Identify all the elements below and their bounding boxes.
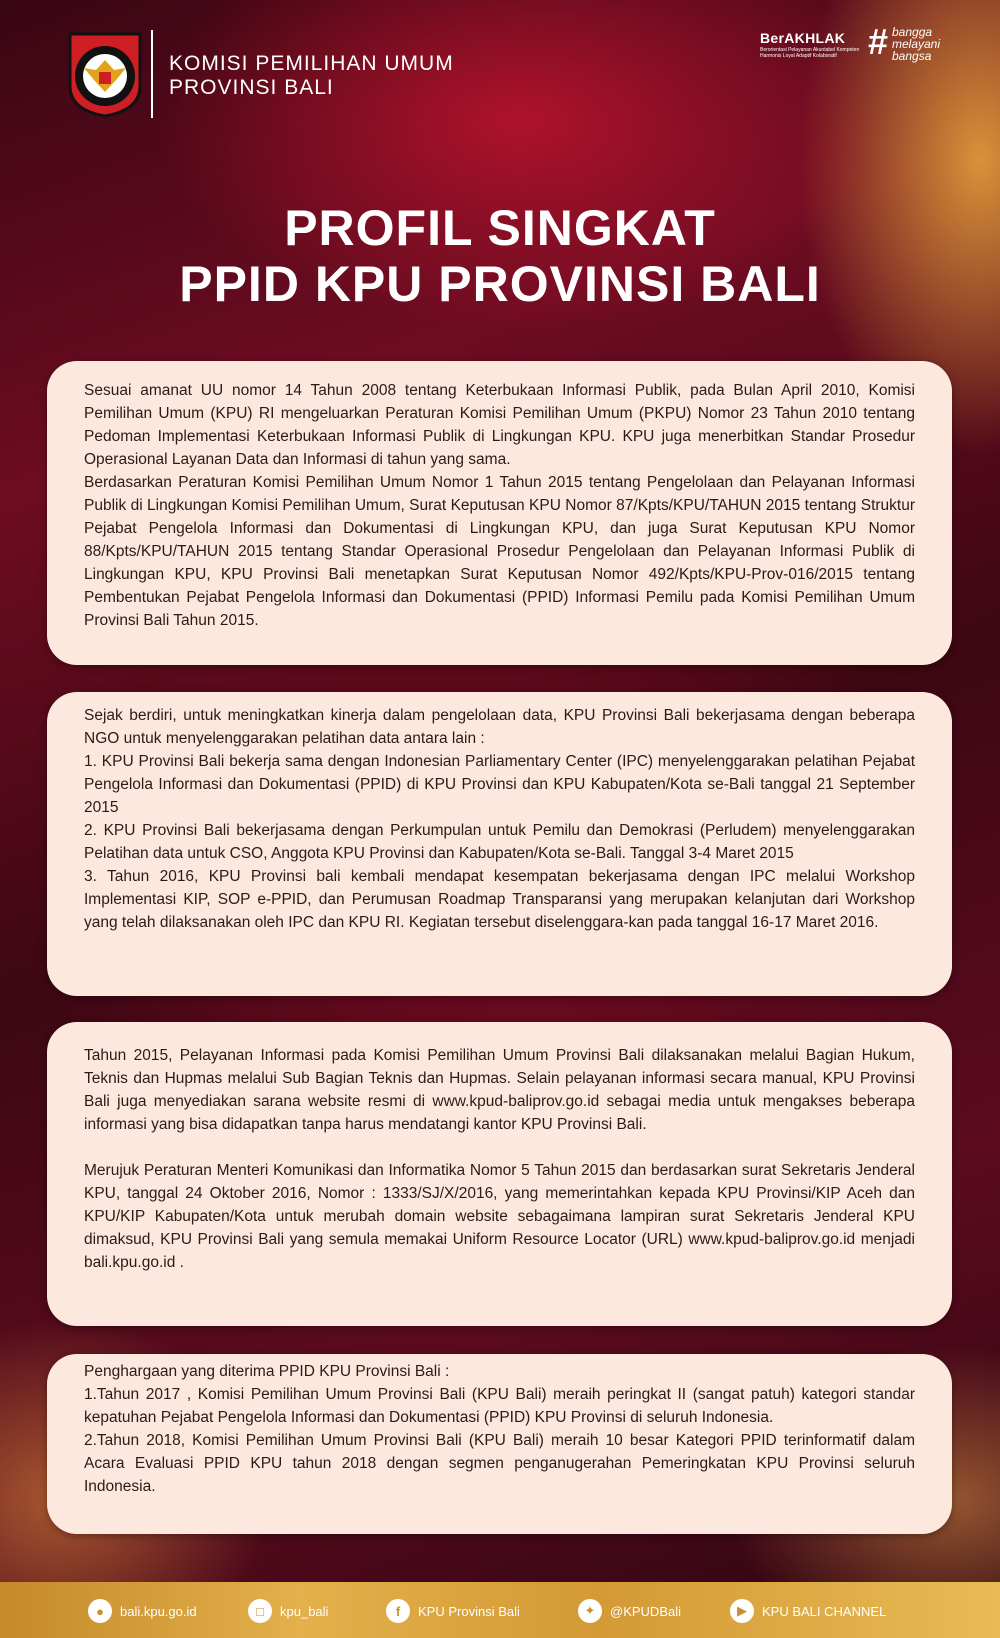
list-item: 1. KPU Provinsi Bali bekerja sama dengan Indonesian Parliamentary Center (IPC) menyelenggarakan pelatihan Pejabat Pengelola Informasi dan Dokumentasi (PPID) di KPU Provinsi dan KPU Kabupaten/Kota se-Bali tanggal 21 September 2015 [84, 753, 915, 816]
facebook-link[interactable] [386, 1598, 520, 1624]
bangga-word-2: melayani [892, 37, 941, 51]
list-item: 2. KPU Provinsi Bali bekerjasama dengan Perkumpulan untuk Pemilu dan Demokrasi (Perludem) menyelenggarakan Pelatihan data untuk CSO, Anggota KPU Provinsi dan Kabupaten/Kota se-Bali. Tanggal 3-4 Maret 2015 [84, 822, 915, 862]
instagram-link[interactable] [248, 1598, 328, 1624]
bangga-word-3: bangsa [892, 49, 932, 63]
twitter-label: @KPUDBali [610, 1603, 681, 1619]
youtube-label: KPU BALI CHANNEL [762, 1603, 887, 1619]
footer-social-bar [0, 1582, 1000, 1638]
info-panel-history [47, 361, 952, 665]
facebook-icon: f [386, 1599, 410, 1623]
paragraph: Sesuai amanat UU nomor 14 Tahun 2008 tentang Keterbukaan Informasi Publik, pada Bulan April 2010, Komisi Pemilihan Umum (KPU) RI mengeluarkan Peraturan Komisi Pemilihan Umum (PKPU) Nomor 23 Tahun 2010 tentang Pedoman Implementasi Keterbukaan Informasi Publik di Lingkungan KPU. KPU juga menerbitkan Standar Prosedur Operasional Layanan Data dan Informasi di tahun yang sama. [84, 382, 915, 468]
org-name-line1: KOMISI PEMILIHAN UMUM [169, 52, 454, 75]
website-link[interactable] [88, 1598, 197, 1624]
panel-text [84, 379, 915, 632]
instagram-icon: □ [248, 1599, 272, 1623]
panel-text [84, 704, 915, 934]
hashtag-icon: # [868, 21, 889, 62]
list-item: 1.Tahun 2017 , Komisi Pemilihan Umum Provinsi Bali (KPU Bali) meraih peringkat II (sangat patuh) kategori standar kepatuhan Pejabat Pengelola Informasi dan Dokumentasi (PPID) KPU Provinsi di seluruh Indonesia. [84, 1386, 915, 1426]
berakhlak-logo [760, 30, 860, 66]
paragraph: Tahun 2015, Pelayanan Informasi pada Komisi Pemilihan Umum Provinsi Bali dilaksanakan melalui Bagian Hukum, Teknis dan Hupmas melalui Sub Bagian Teknis dan Hupmas. Selain pelayanan informasi secara manual, KPU Provinsi Bali juga menyediakan sarana website resmi di www.kpud-baliprov.go.id sebagai media untuk mengakses beberapa informasi yang bisa didapatkan tanpa harus mendatangi kantor KPU Provinsi Bali. [84, 1047, 915, 1133]
globe-icon: ● [88, 1599, 112, 1623]
bangga-melayani-bangsa-logo [868, 21, 968, 64]
list-item: 2.Tahun 2018, Komisi Pemilihan Umum Provinsi Bali (KPU Bali) meraih 10 besar Kategori PPID terinformatif dalam Acara Evaluasi PPID KPU tahun 2018 dengan segmen penganugerahan Pemeringkatan KPU Provinsi seluruh Indonesia. [84, 1432, 915, 1495]
paragraph: Merujuk Peraturan Menteri Komunikasi dan Informatika Nomor 5 Tahun 2015 dan berdasarkan surat Sekretaris Jenderal KPU, tanggal 24 Oktober 2016, Nomor : 1333/SJ/X/2016, yang memerintahkan kepada KPU Provinsi/KIP Aceh dan KPU/KIP Kabupaten/Kota untuk merubah domain website sebagaimana lampiran surat Sekretaris Jenderal KPU dimaksud, KPU Provinsi Bali yang semula memakai Uniform Resource Locator (URL) www.kpud-baliprov.go.id menjadi bali.kpu.go.id . [84, 1162, 915, 1271]
youtube-icon: ▶ [730, 1599, 754, 1623]
page-title [0, 200, 1000, 312]
paragraph: Berdasarkan Peraturan Komisi Pemilihan Umum Nomor 1 Tahun 2015 tentang Pengelolaan dan Pelayanan Informasi Publik di Lingkungan Komisi Pemilihan Umum, Surat Keputusan KPU Nomor 87/Kpts/KPU/TAHUN 2015 tentang Struktur Pejabat Pengelola Informasi dan Dokumentasi di Lingkungan KPU, dan juga Surat Keputusan KPU Nomor 88/Kpts/KPU/TAHUN 2015 tentang Standar Operasional Prosedur Pengelolaan dan Pelayanan Informasi Publik di Lingkungan KPU, KPU Provinsi Bali menetapkan Surat Keputusan Nomor 492/Kpts/KPU-Prov-016/2015 tentang Pembentukan Pejabat Pengelola Informasi dan Dokumentasi (PPID) Informasi Pemilu pada Komisi Pemilihan Umum Provinsi Bali Tahun 2015. [84, 474, 915, 629]
panel-text [84, 1044, 915, 1274]
twitter-icon: ✦ [578, 1599, 602, 1623]
berakhlak-text: BerAKHLAK [760, 30, 846, 46]
title-line1: PROFIL SINGKAT [284, 200, 716, 256]
youtube-link[interactable] [730, 1598, 886, 1624]
paragraph: Sejak berdiri, untuk meningkatkan kinerja dalam pengelolaan data, KPU Provinsi Bali bekerjasama dengan beberapa NGO untuk menyelenggarakan pelatihan data antara lain : [84, 707, 915, 747]
header-divider [151, 30, 153, 118]
organization-name [169, 52, 454, 100]
berakhlak-tagline: Berorientasi Pelayanan Akuntabel Kompeten Harmonis Loyal Adaptif Kolaboratif [760, 47, 860, 59]
kpu-logo [64, 30, 146, 118]
info-panel-awards [47, 1354, 952, 1534]
twitter-link[interactable] [578, 1598, 681, 1624]
instagram-label: kpu_bali [280, 1603, 329, 1619]
info-panel-services [47, 1022, 952, 1326]
bangga-word-1: bangga [892, 25, 933, 39]
bangga-words [892, 26, 940, 62]
list-item: 3. Tahun 2016, KPU Provinsi bali kembali mendapat kesempatan bekerjasama dengan IPC melalui Workshop Implementasi KIP, SOP e-PPID, dan Perumusan Roadmap Transparansi yang merupakan kelanjutan dari Workshop yang telah dilaksanakan oleh IPC dan KPU RI. Kegiatan tersebut diselenggara-kan pada tanggal 16-17 Maret 2016. [84, 868, 915, 931]
paragraph: Penghargaan yang diterima PPID KPU Provinsi Bali : [84, 1363, 450, 1380]
facebook-label: KPU Provinsi Bali [418, 1603, 520, 1619]
info-panel-partnerships [47, 692, 952, 996]
title-line2: PPID KPU PROVINSI BALI [179, 256, 821, 312]
website-label: bali.kpu.go.id [120, 1603, 197, 1619]
org-name-line2: PROVINSI BALI [169, 76, 334, 99]
panel-text [84, 1360, 915, 1498]
